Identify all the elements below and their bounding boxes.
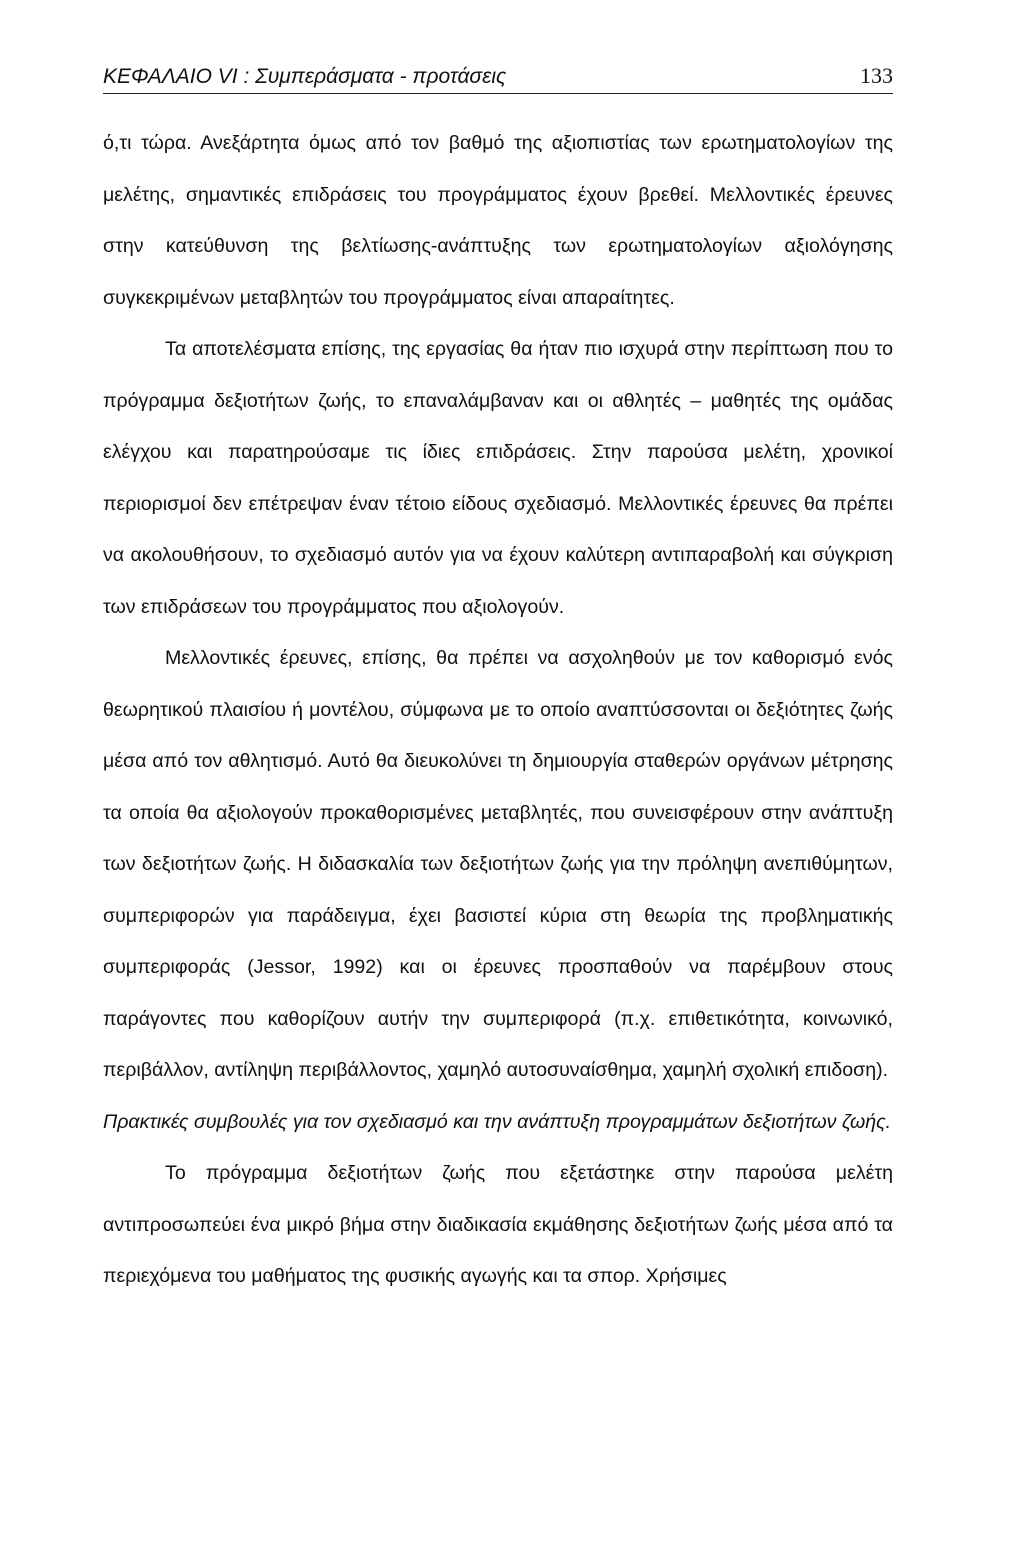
paragraph: Το πρόγραμμα δεξιοτήτων ζωής που εξετάστηκε στην παρούσα μελέτη αντιπροσωπεύει ένα μικρό βήμα στην διαδικασία εκμάθησης δεξιοτήτων ζωής μέσα από τα περιεχόμενα του μαθήματος της φυσικής αγωγής και τα σπορ. Χρήσιμες [103, 1162, 893, 1287]
body-text [103, 118, 893, 1303]
running-header [103, 58, 893, 94]
section-heading: Πρακτικές συμβουλές για τον σχεδιασμό και την ανάπτυξη προγραμμάτων δεξιοτήτων ζωής. [103, 1110, 892, 1133]
paragraph: Μελλοντικές έρευνες, επίσης, θα πρέπει να ασχοληθούν με τον καθορισμό ενός θεωρητικού πλαισίου ή μοντέλου, σύμφωνα με το οποίο αναπτύσσονται οι δεξιότητες ζωής μέσα από τον αθλητισμό. Αυτό θα διευκολύνει τη δημιουργία σταθερών οργάνων μέτρησης τα οποία θα αξιολογούν προκαθορισμένες μεταβλητές, που συνεισφέρουν στην ανάπτυξη των δεξιοτήτων ζωής. Η διδασκαλία των δεξιοτήτων ζωής για την πρόληψη ανεπιθύμητων, συμπεριφορών για παράδειγμα, έχει βασιστεί κύρια στη θεωρία της προβληματικής συμπεριφοράς (Jessor, 1992) και οι έρευνες προσπαθούν να παρέμβουν στους παράγοντες που καθορίζουν αυτήν την συμπεριφορά (π.χ. επιθετικότητα, κοινωνικό, περιβάλλον, αντίληψη περιβάλλοντος, χαμηλό αυτοσυναίσθημα, χαμηλή σχολική επιδοση). [103, 647, 893, 1081]
chapter-title: ΚΕΦΑΛΑΙΟ VI : Συμπεράσματα - προτάσεις [103, 65, 507, 88]
paragraph: Τα αποτελέσματα επίσης, της εργασίας θα ήταν πιο ισχυρά στην περίπτωση που το πρόγραμμα δεξιοτήτων ζωής, το επαναλάμβαναν και οι αθλητές – μαθητές της ομάδας ελέγχου και παρατηρούσαμε τις ίδιες επιδράσεις. Στην παρούσα μελέτη, χρονικοί περιορισμοί δεν επέτρεψαν έναν τέτοιο είδους σχεδιασμό. Μελλοντικές έρευνες θα πρέπει να ακολουθήσουν, το σχεδιασμό αυτόν για να έχουν καλύτερη αντιπαραβολή και σύγκριση των επιδράσεων του προγράμματος που αξιολογούν. [103, 338, 893, 618]
paragraph: ό,τι τώρα. Ανεξάρτητα όμως από τον βαθμό της αξιοπιστίας των ερωτηματολογίων της μελέτης, σημαντικές επιδράσεις του προγράμματος έχουν βρεθεί. Μελλοντικές έρευνες στην κατεύθυνση της βελτίωσης-ανάπτυξης των ερωτηματολογίων αξιολόγησης συγκεκριμένων μεταβλητών του προγράμματος είναι απαραίτητες. [103, 132, 893, 309]
page-number: 133 [860, 63, 893, 88]
